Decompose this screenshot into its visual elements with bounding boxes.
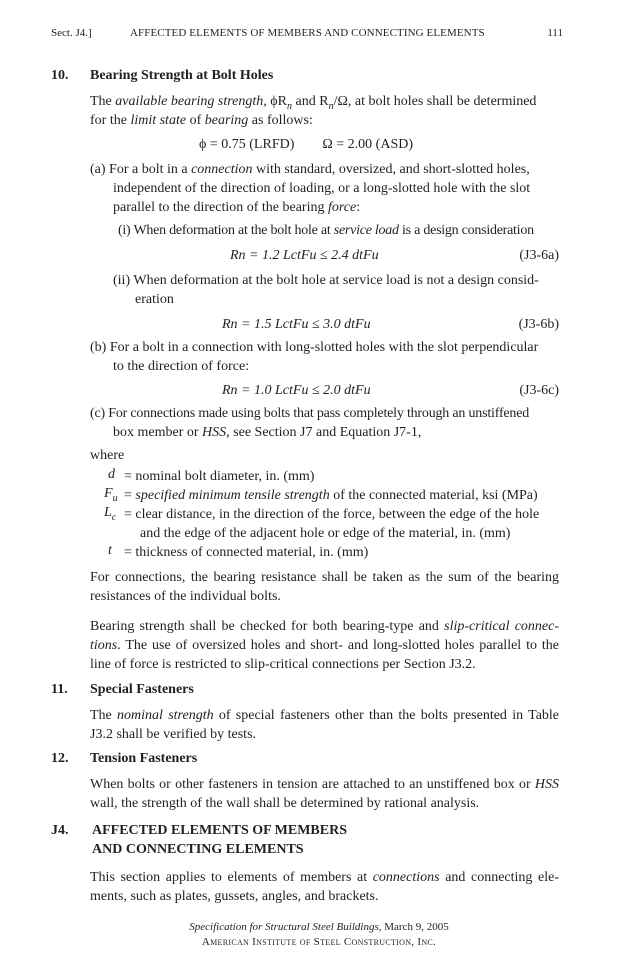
symbol-d: d [108,467,115,482]
item-ii-line1: (ii) When deformation at the bolt hole at service load is not a design consid- [113,273,539,288]
symbol-t: t [108,543,112,558]
footer-publisher-line: American Institute of Steel Construction, Inc. [201,936,437,948]
section-10-intro-line2: for the limit state of bearing as follows: [90,113,313,128]
page-number: 111 [547,27,563,39]
item-b-line2: to the direction of force: [113,359,250,374]
equation-j3-6a: Rn = 1.2 LctFu ≤ 2.4 dtFu [230,248,379,263]
header-section: Sect. J4.] [51,27,92,39]
section-10-title: Bearing Strength at Bolt Holes [90,68,274,83]
j4-number: J4. [51,823,69,838]
j4-paragraph: This section applies to elements of members at connections and connecting ele-ments, such as plates, gussets, angles, and brackets. [90,870,559,904]
section-11-title: Special Fasteners [90,682,194,697]
section-11-number: 11. [51,682,68,697]
section-12-number: 12. [51,751,69,766]
j4-title-line2: AND CONNECTING ELEMENTS [92,842,304,857]
header-title: AFFECTED ELEMENTS OF MEMBERS AND CONNECTING ELEMENTS [130,27,485,39]
item-a-line1: (a) For a bolt in a connection with standard, oversized, and short-slotted holes, [90,162,530,177]
section-12-paragraph: When bolts or other fasteners in tension are attached to an unstiffened box or HSS wall, the strength of the wall shall be determined by rational analysis. [90,777,559,811]
definition-lc-line1: = clear distance, in the direction of the force, between the edge of the hole [124,507,540,522]
item-ii-line2: eration [135,292,174,307]
equation-j3-6c: Rn = 1.0 LctFu ≤ 2.0 dtFu [222,383,371,398]
item-c-line1: (c) For connections made using bolts that pass completely through an unstiffened [90,406,530,421]
paragraph-bearing-resistance: For connections, the bearing resistance shall be taken as the sum of the bearing resistances of the individual bolts. [90,570,559,604]
item-b-line1: (b) For a bolt in a connection with long-slotted holes with the slot perpendicular [90,340,539,355]
equation-number-j3-6b: (J3-6b) [518,317,559,332]
equation-j3-6b: Rn = 1.5 LctFu ≤ 3.0 dtFu [222,317,371,332]
symbol-lc: $L_c$ [104,505,117,523]
j4-title-line1: AFFECTED ELEMENTS OF MEMBERS [92,823,348,838]
equation-number-j3-6a: (J3-6a) [519,248,559,263]
definition-t: = thickness of connected material, in. (mm) [124,545,369,560]
item-c-line2: box member or HSS, see Section J7 and Equation J7-1, [113,425,422,440]
definition-d: = nominal bolt diameter, in. (mm) [124,469,315,484]
footer-spec-line: Specification for Structural Steel Buildings, March 9, 2005 [189,921,449,933]
section-12-title: Tension Fasteners [90,751,198,766]
symbol-fu: $F_u$ [104,486,118,504]
item-i-text: (i) When deformation at the bolt hole at service load is a design consideration [118,223,534,238]
section-11-paragraph: The nominal strength of special fasteners other than the bolts presented in Table J3.2 shall be verified by tests. [90,708,560,742]
section-10-number: 10. [51,68,69,83]
paragraph-bearing-check: Bearing strength shall be checked for both bearing-type and slip-critical connec-tions. The use of oversized holes and short- and long-slotted holes parallel to the line of force is restricted to slip-critical connections per Section J3.2. [90,619,559,672]
resistance-factors: ϕ = 0.75 (LRFD) Ω = 2.00 (ASD) [199,137,414,152]
definition-fu: = specified minimum tensile strength of the connected material, ksi (MPa) [124,488,538,503]
item-a-line2: independent of the direction of loading, or a long-slotted hole with the slot [113,181,531,196]
definition-lc-line2: and the edge of the adjacent hole or edge of the material, in. (mm) [140,526,511,541]
equation-number-j3-6c: (J3-6c) [519,383,559,398]
section-10-intro-line1: The available bearing strength, $\phi R_n$ and $R_n/\Omega$, at bolt holes shall be determined [90,94,537,112]
item-a-line3: parallel to the direction of the bearing force: [113,200,361,215]
running-header [51,27,563,41]
where-label: where [90,448,125,463]
